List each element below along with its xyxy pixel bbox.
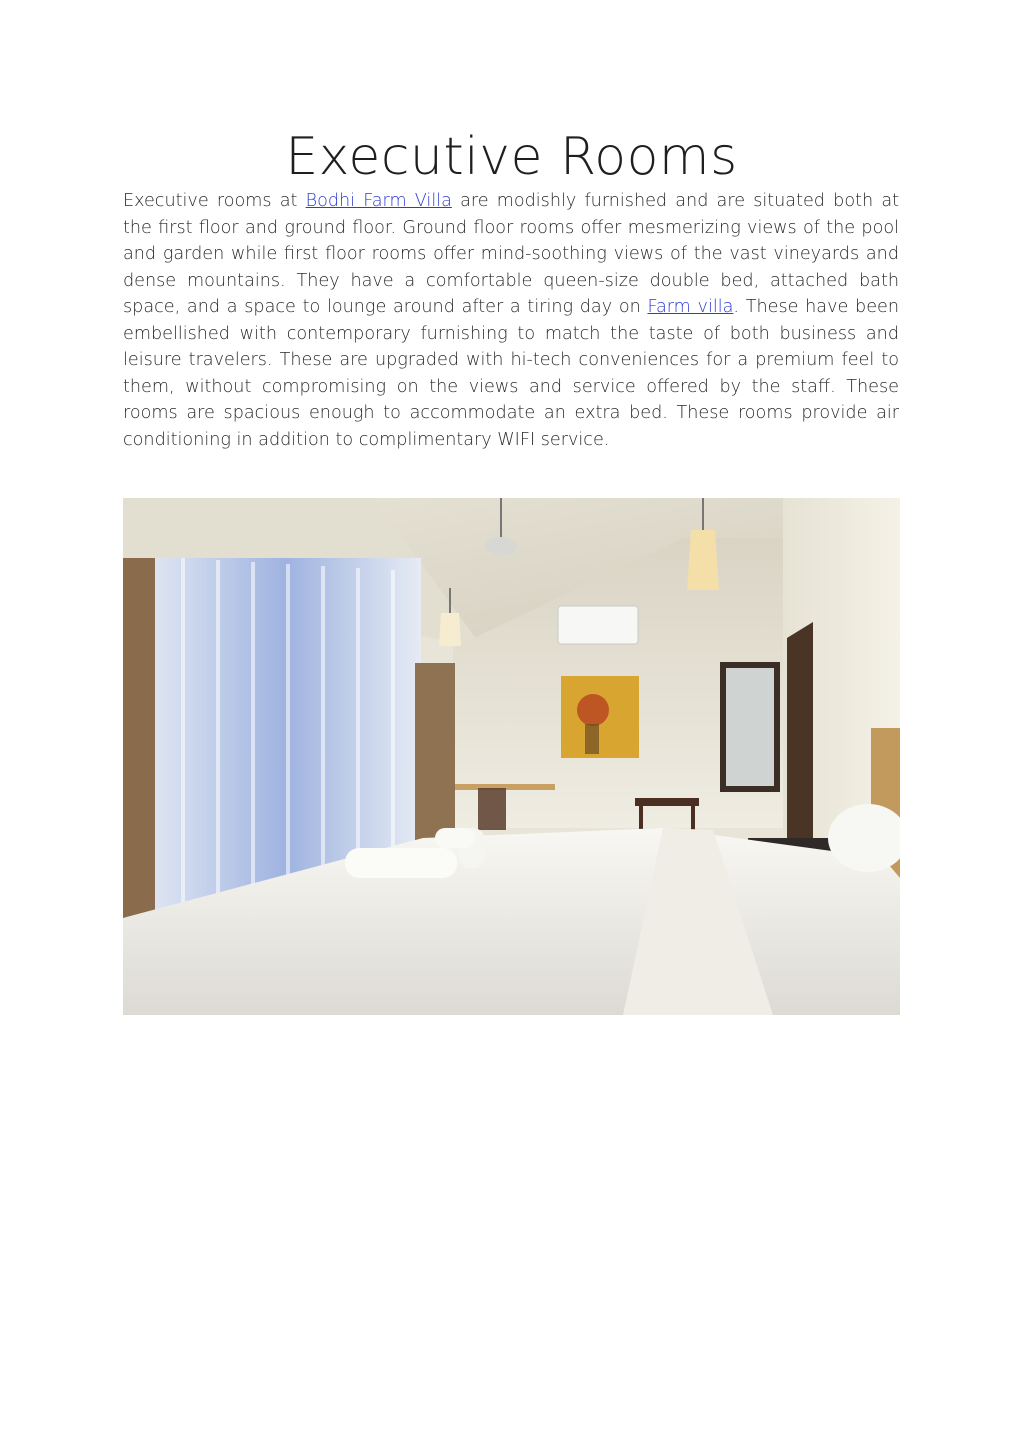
description-end: . These have been embellished with contemporary furnishing to match the taste of both business and leisure travelers. These are upgraded with hi-tech conveniences for a premium feel to them, without compromising on the views and service offered by the staff. These rooms are spacious enough to accommodate an extra bed. These rooms provide air conditioning in addition to complimentary WIFI service. — [123, 297, 899, 450]
description-intro: Executive rooms at — [123, 191, 306, 211]
pendant-lamp-1 — [439, 613, 461, 646]
bodhi-farm-villa-link[interactable]: Bodhi Farm Villa — [305, 191, 452, 211]
page-title: Executive Rooms — [285, 127, 738, 187]
luggage-rack — [635, 798, 699, 806]
curtain-left — [123, 558, 155, 958]
pendant-lamp-2 — [687, 530, 719, 590]
description-middle: are modishly furnished and are situated both at the first floor and ground floor. Ground floor rooms offer mesmerizing views of the pool and garden while first floor rooms offer mind-soothing views of the vast vineyards and dense mountains. They have a comfortable queen-size double bed, attached bath space, and a space to lounge around after a tiring day on — [123, 191, 900, 317]
towel-roll-3 — [435, 828, 475, 848]
farm-villa-link[interactable]: Farm villa — [647, 297, 734, 317]
towel-roll-1 — [345, 848, 457, 878]
ceiling-fan — [485, 537, 517, 555]
air-conditioner — [558, 606, 638, 644]
room-illustration — [123, 498, 900, 1015]
room-description — [123, 188, 899, 453]
room-photo — [123, 498, 900, 1015]
door — [787, 622, 813, 848]
